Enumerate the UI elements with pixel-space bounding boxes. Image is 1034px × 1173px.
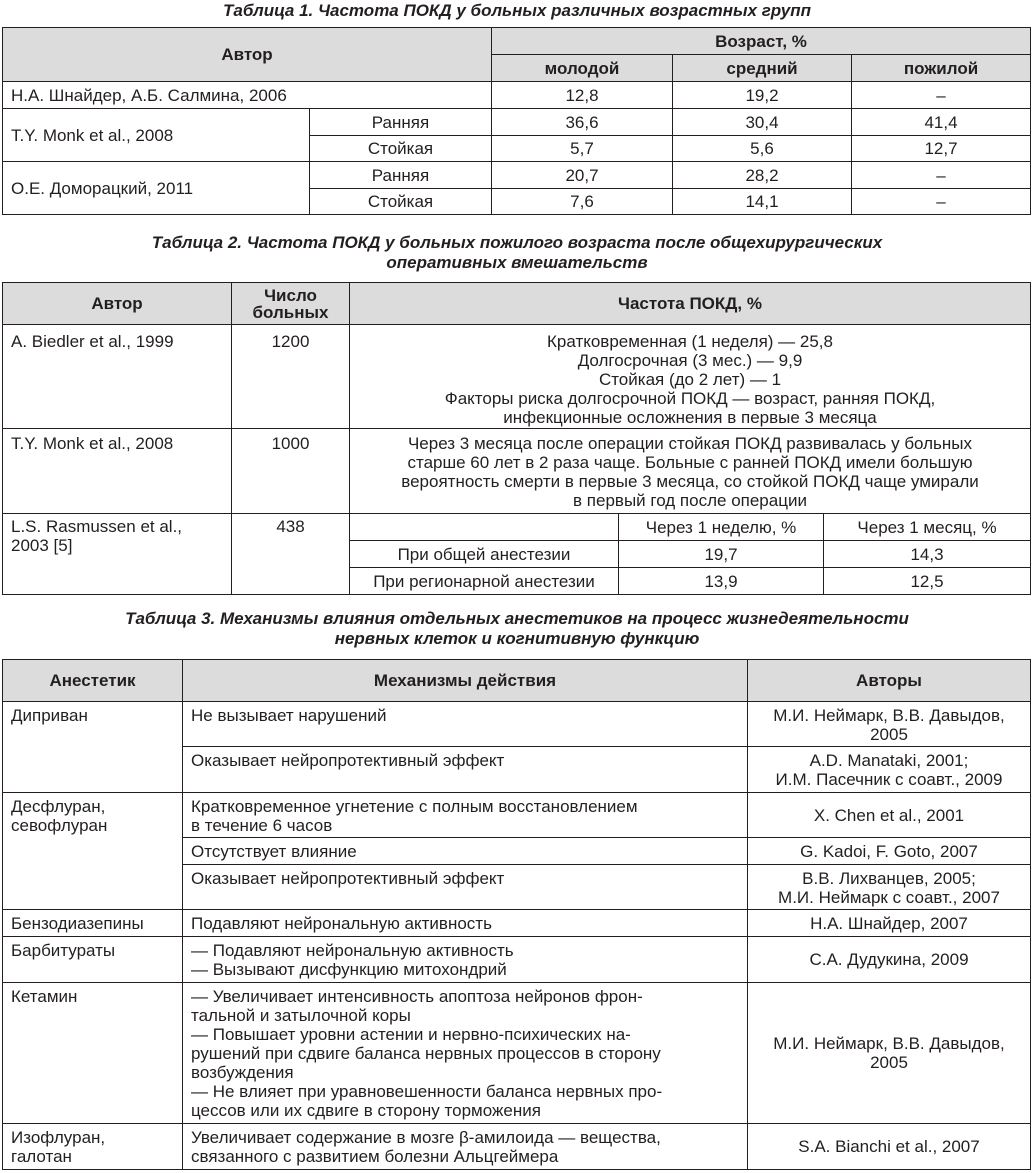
caption-line: нервных клеток и когнитивную функцию	[334, 629, 700, 648]
text-line: М.И. Неймарк с соавт., 2007	[778, 888, 1000, 907]
text-line: М.И. Неймарк, В.В. Давыдов,	[773, 1034, 1005, 1053]
text-line: старше 60 лет в 2 раза чаще. Больные с ранней ПОКД имели большую	[407, 453, 973, 472]
table2-caption	[0, 233, 1034, 273]
t2-count: 1200	[232, 325, 350, 429]
text-line: возбуждения	[191, 1063, 294, 1082]
table-row	[3, 910, 1031, 937]
t1-cell: –	[852, 82, 1031, 109]
t3-drug: Кетамин	[3, 983, 183, 1124]
header-line: больных	[252, 302, 329, 322]
text-line: М.И. Неймарк, В.В. Давыдов,	[773, 706, 1005, 725]
text-line: В.В. Лихванцев, 2005;	[802, 869, 976, 888]
t1-cell: –	[852, 189, 1031, 215]
t2-cell: 12,5	[824, 568, 1031, 595]
t3-authors: G. Kadoi, F. Goto, 2007	[748, 838, 1031, 865]
t2-count: 438	[232, 514, 350, 595]
t3-authors	[748, 865, 1031, 910]
text-line: — Подавляют нейрональную активность	[191, 941, 514, 960]
t2-freq-text	[350, 429, 1031, 514]
t1-type: Ранняя	[310, 109, 492, 136]
t2-author: A. Biedler et al., 1999	[3, 325, 232, 429]
text-line: 2005	[870, 1053, 908, 1072]
t2-subheader: Через 1 месяц, %	[824, 514, 1031, 541]
t1-cell: 30,4	[673, 109, 852, 136]
table-row	[3, 429, 1031, 514]
t1-type: Стойкая	[310, 136, 492, 162]
t3-authors: S.A. Bianchi et al., 2007	[748, 1124, 1031, 1170]
t2-cell: 19,7	[619, 541, 824, 568]
caption-line: оперативных вмешательств	[386, 253, 648, 272]
text-line: тальной и затылочной коры	[191, 1006, 411, 1025]
t2-anesthesia-type: При регионарной анестезии	[350, 568, 619, 595]
t3-mechanism	[183, 1124, 748, 1170]
t3-mechanism: Подавляют нейрональную активность	[183, 910, 748, 937]
t1-cell: 19,2	[673, 82, 852, 109]
table2	[2, 282, 1031, 595]
text-line: в первый год после операции	[573, 491, 807, 510]
t1-cell: 5,6	[673, 136, 852, 162]
t2-subheader: Через 1 неделю, %	[619, 514, 824, 541]
t3-header-mech: Механизмы действия	[183, 660, 748, 702]
t3-authors: С.А. Дудукина, 2009	[748, 937, 1031, 983]
t3-authors	[748, 983, 1031, 1124]
t3-authors	[748, 702, 1031, 747]
text-line: Изофлуран,	[11, 1128, 106, 1147]
t2-count: 1000	[232, 429, 350, 514]
t3-header-authors: Авторы	[748, 660, 1031, 702]
t1-type: Стойкая	[310, 189, 492, 215]
table3	[2, 659, 1031, 1170]
t2-subheader-empty	[350, 514, 619, 541]
t1-cell: –	[852, 162, 1031, 189]
text-line: Кратковременное угнетение с полным восстановлением	[191, 797, 638, 816]
t1-header-author: Автор	[3, 28, 492, 82]
text-line: — Повышает уровни астении и нервно-психических на-	[191, 1025, 631, 1044]
table-row	[3, 325, 1031, 429]
text-line: — Увеличивает интенсивность апоптоза нейронов фрон-	[191, 987, 643, 1006]
t2-freq-text	[350, 325, 1031, 429]
table1	[2, 27, 1031, 215]
table1-caption: Таблица 1. Частота ПОКД у больных различных возрастных групп	[223, 1, 811, 20]
t3-authors: X. Chen et al., 2001	[748, 793, 1031, 838]
text-line: — Вызывают дисфункцию митохондрий	[191, 960, 507, 979]
t2-header-freq: Частота ПОКД, %	[350, 283, 1031, 325]
text-line: L.S. Rasmussen et al.,	[11, 517, 183, 536]
t3-drug: Барбитураты	[3, 937, 183, 983]
table-row	[3, 983, 1031, 1124]
t1-header-old: пожилой	[852, 55, 1031, 82]
t3-mechanism: Оказывает нейропротективный эффект	[183, 747, 748, 793]
text-line: в течение 6 часов	[191, 816, 333, 835]
table-row	[3, 702, 1031, 747]
t3-mechanism: Не вызывает нарушений	[183, 702, 748, 747]
text-line: Стойкая (до 2 лет) — 1	[598, 370, 782, 389]
t3-drug	[3, 1124, 183, 1170]
t1-cell: 41,4	[852, 109, 1031, 136]
text-line: 2003 [5]	[11, 536, 73, 555]
caption-line: Таблица 3. Механизмы влияния отдельных анестетиков на процесс жизнедеятельности	[125, 609, 909, 628]
t3-mechanism: Отсутствует влияние	[183, 838, 748, 865]
t1-cell: 14,1	[673, 189, 852, 215]
t2-anesthesia-type: При общей анестезии	[350, 541, 619, 568]
text-line: связанного с развитием болезни Альцгеймера	[191, 1147, 559, 1166]
text-line: Десфлуран,	[11, 797, 106, 816]
t1-cell: 28,2	[673, 162, 852, 189]
table-row	[3, 514, 1031, 541]
t3-mechanism	[183, 793, 748, 838]
text-line: И.М. Пасечник с соавт., 2009	[775, 770, 1003, 789]
table-row	[3, 162, 1031, 189]
t2-author: T.Y. Monk et al., 2008	[3, 429, 232, 514]
t1-type: Ранняя	[310, 162, 492, 189]
t3-drug	[3, 793, 183, 910]
t1-header-middle: средний	[673, 55, 852, 82]
text-line: Увеличивает содержание в мозге β-амилоида — вещества,	[191, 1128, 661, 1147]
table-row	[3, 937, 1031, 983]
t3-mechanism: Оказывает нейропротективный эффект	[183, 865, 748, 910]
t2-header-count	[232, 283, 350, 325]
t1-header-young: молодой	[492, 55, 673, 82]
header-line: Число	[264, 285, 317, 305]
t2-author	[3, 514, 232, 595]
text-line: A.D. Manataki, 2001;	[809, 751, 969, 770]
t3-drug: Бензодиазепины	[3, 910, 183, 937]
table-row	[3, 793, 1031, 838]
t2-cell: 13,9	[619, 568, 824, 595]
t3-authors: Н.А. Шнайдер, 2007	[748, 910, 1031, 937]
caption-line: Таблица 2. Частота ПОКД у больных пожилого возраста после общехирургических	[151, 233, 883, 252]
text-line: Через 3 месяца после операции стойкая ПОКД развивалась у больных	[407, 434, 973, 453]
text-line: цессов или их сдвиге в сторону торможения	[191, 1101, 541, 1120]
t2-cell: 14,3	[824, 541, 1031, 568]
text-line: Факторы риска долгосрочной ПОКД — возраст, ранняя ПОКД,	[444, 389, 936, 408]
t3-header-drug: Анестетик	[3, 660, 183, 702]
t3-authors	[748, 747, 1031, 793]
t3-mechanism	[183, 937, 748, 983]
t3-drug: Диприван	[3, 702, 183, 793]
t1-author: О.Е. Доморацкий, 2011	[3, 162, 310, 215]
text-line: галотан	[11, 1147, 72, 1166]
text-line: Кратковременная (1 неделя) — 25,8	[547, 332, 833, 351]
t1-header-age: Возраст, %	[492, 28, 1031, 55]
text-line: 2005	[870, 725, 908, 744]
text-line: Долгосрочная (3 мес.) — 9,9	[577, 351, 803, 370]
table-row	[3, 82, 1031, 109]
text-line: — Не влияет при уравновешенности баланса нервных про-	[191, 1082, 663, 1101]
t1-cell: 36,6	[492, 109, 673, 136]
t1-cell: 20,7	[492, 162, 673, 189]
table-row	[3, 109, 1031, 136]
t1-cell: 12,7	[852, 136, 1031, 162]
t1-cell: 5,7	[492, 136, 673, 162]
text-line: рушений при сдвиге баланса нервных процессов в сторону	[191, 1044, 661, 1063]
t1-cell: 7,6	[492, 189, 673, 215]
text-line: вероятность смерти в первые 3 месяца, со стойкой ПОКД чаще умирали	[401, 472, 979, 491]
t1-author: Н.А. Шнайдер, А.Б. Салмина, 2006	[3, 82, 492, 109]
t2-header-author: Автор	[3, 283, 232, 325]
t1-cell: 12,8	[492, 82, 673, 109]
text-line: инфекционные осложнения в первые 3 месяца	[503, 408, 877, 427]
table-row	[3, 1124, 1031, 1170]
table3-caption	[0, 609, 1034, 649]
t1-author: T.Y. Monk et al., 2008	[3, 109, 310, 162]
text-line: севофлуран	[11, 816, 108, 835]
t3-mechanism	[183, 983, 748, 1124]
